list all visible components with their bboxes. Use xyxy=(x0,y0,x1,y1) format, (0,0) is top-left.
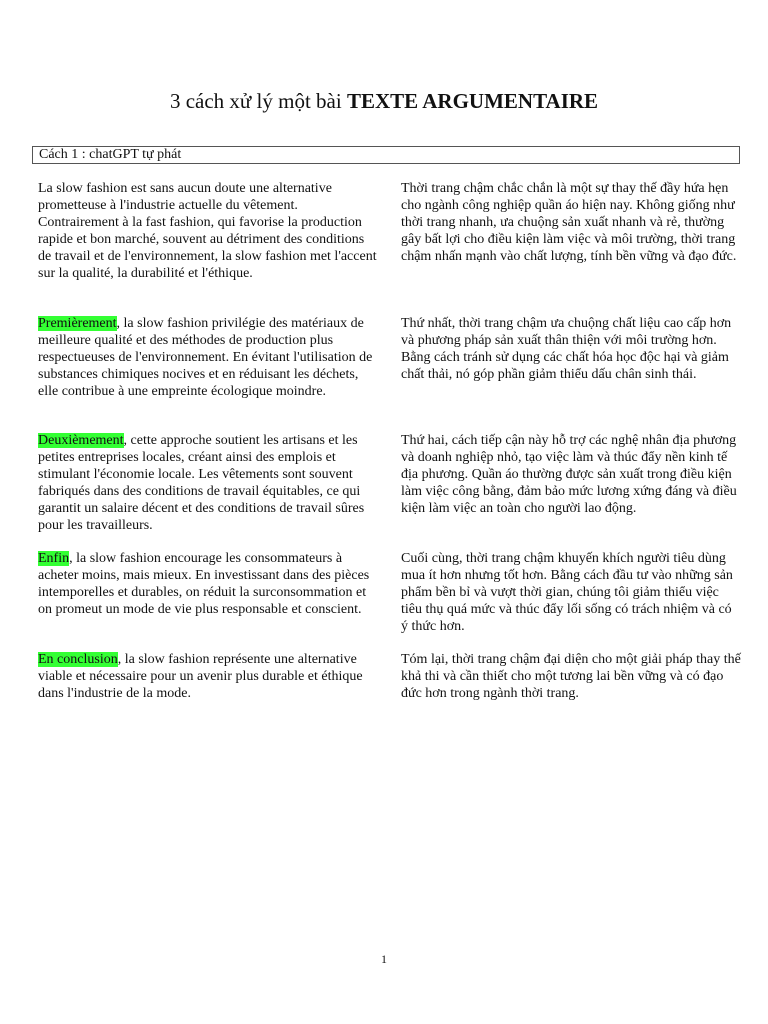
french-paragraph-conclusion-text: , la slow fashion représente une alternative viable et nécessaire pour un avenir plus durable et éthique dans l'industrie de la mode. xyxy=(38,652,363,701)
highlight-enfin: Enfin xyxy=(38,551,70,566)
highlight-en-conclusion: En conclusion xyxy=(38,652,118,667)
document-title xyxy=(0,88,768,114)
title-prefix: 3 cách xử lý một bài xyxy=(169,89,347,113)
french-paragraph-third xyxy=(38,550,378,618)
vietnamese-paragraph-intro: Thời trang chậm chắc chắn là một sự thay thế đầy hứa hẹn cho ngành công nghiệp quần áo hiện nay. Không giống như thời trang nhanh, ưa chuộng sản xuất nhanh và rẻ, thường gây bất lợi cho điều kiện làm việc và môi trường, thời trang chậm nhấn mạnh vào chất lượng, tính bền vững và đạo đức. xyxy=(401,181,737,264)
vietnamese-paragraph-third: Cuối cùng, thời trang chậm khuyến khích người tiêu dùng mua ít hơn nhưng tốt hơn. Bằng cách đầu tư vào những sản phẩm bền bỉ và vượt thời gian, chúng tôi giảm thiểu việc tiêu thụ quá mức và thúc đẩy lối sống có trách nhiệm và có ý thức hơn. xyxy=(401,551,733,634)
french-paragraph-first-text: , la slow fashion privilégie des matériaux de meilleure qualité et des méthodes de production plus respectueuses de l'environnement. En évitant l'utilisation de substances chimiques nocives et en réduisant les déchets, elle contribue à une empreinte écologique moindre. xyxy=(38,316,373,399)
vietnamese-paragraph-first: Thứ nhất, thời trang chậm ưa chuộng chất liệu cao cấp hơn và phương pháp sản xuất thân thiện với môi trường hơn. Bằng cách tránh sử dụng các chất hóa học độc hại và giảm chất thải, nó góp phần giảm thiểu dấu chân sinh thái. xyxy=(401,316,732,382)
french-paragraph-third-text: , la slow fashion encourage les consommateurs à acheter moins, mais mieux. En investissant dans des pièces intemporelles et durables, on réduit la surconsommation et on promeut un mode de vie plus responsable et conscient. xyxy=(38,551,370,617)
french-paragraph-second-text: , cette approche soutient les artisans et les petites entreprises locales, créant ainsi des emplois et stimulant l'économie locale. Les vêtements sont souvent fabriqués dans des conditions de travail équitables, ce qui garantit un salaire décent et des conditions de travail sûres pour les travailleurs. xyxy=(38,433,365,533)
vietnamese-paragraph-second: Thứ hai, cách tiếp cận này hỗ trợ các nghệ nhân địa phương và doanh nghiệp nhỏ, tạo việc làm và thúc đẩy nền kinh tế địa phương. Quần áo thường được sản xuất trong điều kiện làm việc công bằng, đảm bảo mức lương xứng đáng và điều kiện làm việc an toàn cho người lao động. xyxy=(401,433,737,516)
highlight-deuxiemement: Deuxièmement xyxy=(38,433,124,448)
title-bold: TEXTE ARGUMENTAIRE xyxy=(346,89,599,113)
highlight-premierement: Premièrement xyxy=(38,316,117,331)
method-label-box xyxy=(32,146,740,164)
french-paragraph-second xyxy=(38,432,378,534)
method-label: Cách 1 : chatGPT tự phát xyxy=(39,147,182,162)
vietnamese-paragraph-conclusion: Tóm lại, thời trang chậm đại diện cho một giải pháp thay thế khả thi và cần thiết cho một tương lai bền vững và có đạo đức hơn trong ngành thời trang. xyxy=(401,652,741,701)
french-paragraph-first xyxy=(38,315,378,400)
french-paragraph-intro: La slow fashion est sans aucun doute une alternative prometteuse à l'industrie actuelle du vêtement. Contrairement à la fast fashion, qui favorise la production rapide et bon marché, souvent au détriment des conditions de travail et de l'environnement, la slow fashion met l'accent sur la qualité, la durabilité et l'éthique. xyxy=(38,181,377,281)
french-paragraph-conclusion xyxy=(38,651,378,702)
page-number: 1 xyxy=(381,952,387,966)
